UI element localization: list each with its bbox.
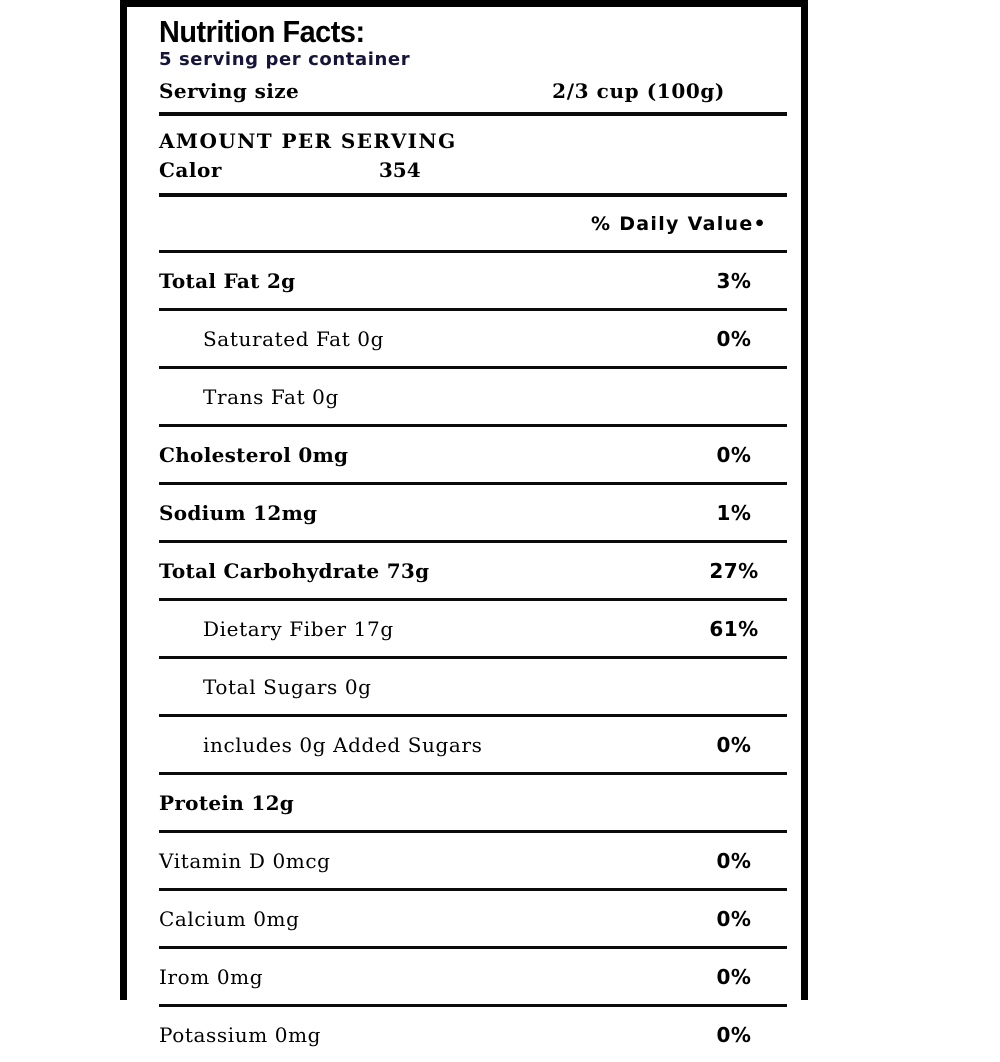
- nutrient-name: Saturated Fat 0g: [203, 326, 385, 351]
- nutrient-daily-value: 0%: [716, 848, 752, 873]
- nutrient-rows: [159, 250, 787, 1062]
- nutrient-name: Potassium 0mg: [159, 1022, 322, 1047]
- calories-label: Calor: [159, 158, 222, 182]
- serving-size-label: Serving size: [159, 79, 300, 103]
- nutrition-facts-label: [120, 0, 808, 1047]
- nutrient-row: [159, 717, 787, 772]
- nutrient-row: [159, 1007, 787, 1062]
- nutrient-name: Total Carbohydrate 73g: [159, 558, 430, 583]
- nutrient-row: [159, 775, 787, 830]
- nutrient-daily-value: 0%: [716, 326, 752, 351]
- nutrient-name: Irom 0mg: [159, 964, 264, 989]
- nutrient-daily-value: 61%: [709, 616, 759, 641]
- nutrient-row: [159, 949, 787, 1004]
- nutrient-row: [159, 427, 787, 482]
- nutrient-name: Calcium 0mg: [159, 906, 300, 931]
- nutrient-row: [159, 659, 787, 714]
- amount-per-serving-header: AMOUNT PER SERVING: [159, 129, 457, 153]
- nutrient-name: includes 0g Added Sugars: [203, 732, 483, 757]
- nutrient-row: [159, 485, 787, 540]
- nutrient-daily-value: 3%: [716, 268, 752, 293]
- nutrient-daily-value: 0%: [716, 732, 752, 757]
- servings-per-container: 5 serving per container: [159, 49, 411, 70]
- nutrient-daily-value: 0%: [716, 442, 752, 467]
- nutrient-daily-value: 0%: [716, 1022, 752, 1047]
- nutrient-row: [159, 833, 787, 888]
- calories-value: 354: [378, 158, 421, 182]
- serving-size-row: [159, 79, 787, 112]
- nutrient-row: [159, 253, 787, 308]
- calories-row: [159, 153, 787, 193]
- nutrient-daily-value: 1%: [716, 500, 752, 525]
- nutrient-name: Trans Fat 0g: [203, 384, 339, 409]
- nutrient-name: Total Fat 2g: [159, 268, 296, 293]
- nutrient-row: [159, 891, 787, 946]
- daily-value-header-row: [159, 197, 787, 250]
- nutrient-row: [159, 369, 787, 424]
- nutrient-name: Sodium 12mg: [159, 500, 318, 525]
- serving-size-value: 2/3 cup (100g): [552, 79, 725, 103]
- nutrient-name: Cholesterol 0mg: [159, 442, 349, 467]
- nutrient-daily-value: 27%: [709, 558, 759, 583]
- nutrient-row: [159, 601, 787, 656]
- nutrient-daily-value: 0%: [716, 964, 752, 989]
- nutrient-daily-value: 0%: [716, 906, 752, 931]
- nutrient-row: [159, 543, 787, 598]
- daily-value-header: % Daily Value•: [590, 212, 767, 235]
- nutrient-name: Protein 12g: [159, 790, 295, 815]
- nutrient-name: Vitamin D 0mcg: [159, 848, 331, 873]
- nutrient-row: [159, 311, 787, 366]
- page-title: Nutrition Facts:: [159, 14, 365, 49]
- label-inner: [127, 7, 801, 1047]
- nutrient-name: Total Sugars 0g: [203, 674, 372, 699]
- nutrient-name: Dietary Fiber 17g: [203, 616, 394, 641]
